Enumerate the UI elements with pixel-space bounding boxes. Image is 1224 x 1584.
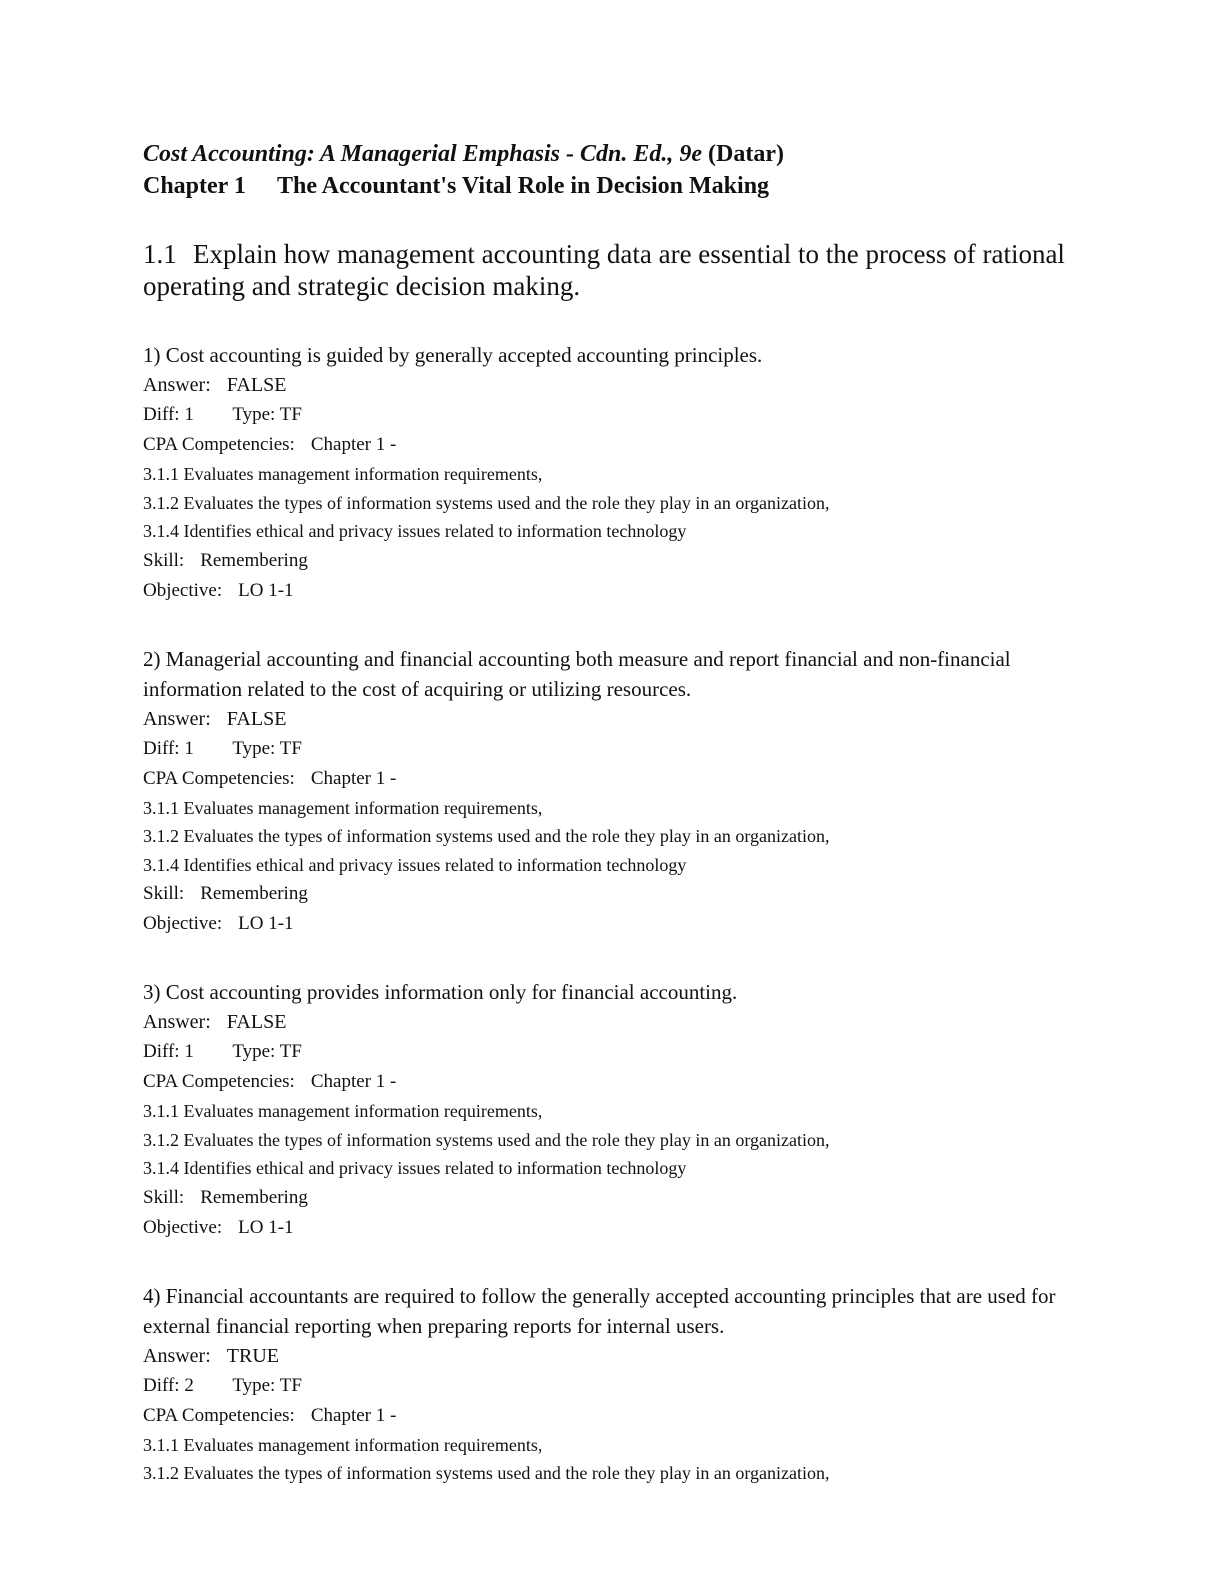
cpa-line (143, 430, 1103, 460)
answer-line (143, 704, 1103, 734)
chapter-heading (143, 170, 1103, 202)
competency-item: 3.1.2 Evaluates the types of information systems used and the role they play in an organization, (143, 1463, 830, 1483)
type-value: TF (279, 1374, 302, 1396)
book-author: (Datar) (702, 141, 784, 167)
diff-type-line (143, 1037, 1103, 1067)
competency-item: 3.1.2 Evaluates the types of information systems used and the role they play in an organization, (143, 492, 830, 513)
diff-value: 2 (184, 1374, 194, 1396)
objective-label: Objective: (143, 579, 223, 601)
skill-line (143, 546, 1103, 576)
diff-label: Diff: (143, 404, 180, 425)
diff-type-line (143, 734, 1103, 764)
type-value: TF (279, 1041, 302, 1062)
document-page (143, 138, 1103, 1488)
diff-label: Diff: (143, 1041, 180, 1062)
book-title-italic: Cost Accounting: A Managerial Emphasis - Cdn. Ed., 9e (143, 141, 702, 167)
cpa-label: CPA Competencies: (143, 1404, 295, 1426)
objective-value: LO 1-1 (238, 1216, 294, 1238)
skill-label: Skill: (143, 883, 185, 904)
cpa-line (143, 1401, 1103, 1431)
question-text: 3) Cost accounting provides information only for financial accounting. (143, 980, 738, 1004)
chapter-number: Chapter 1 (143, 173, 246, 199)
objective-line (143, 576, 1103, 606)
objective-line (143, 909, 1103, 939)
question-2 (143, 644, 1103, 940)
objective-value: LO 1-1 (238, 913, 294, 934)
cpa-chapter: Chapter 1 - (310, 1404, 397, 1426)
diff-value: 1 (184, 404, 194, 425)
competency-item: 3.1.4 Identifies ethical and privacy issues related to information technology (143, 1158, 687, 1178)
question-text: 2) Managerial accounting and financial accounting both measure and report financial and non-financial information related to the cost of acquiring or utilizing resources. (143, 646, 1011, 701)
objective-label: Objective: (143, 913, 223, 934)
objective-label: Objective: (143, 1216, 223, 1238)
type-label: Type: (232, 1041, 276, 1062)
type-value: TF (279, 737, 302, 759)
objective-number: 1.1 (143, 239, 177, 269)
cpa-label: CPA Competencies: (143, 1071, 295, 1092)
book-title (143, 138, 1103, 170)
answer-label: Answer: (143, 1011, 211, 1033)
skill-label: Skill: (143, 1186, 185, 1208)
diff-value: 1 (184, 1041, 194, 1062)
competency-item: 3.1.1 Evaluates management information requirements, (143, 797, 543, 818)
answer-value: FALSE (226, 1011, 287, 1033)
objective-line (143, 1213, 1103, 1243)
type-label: Type: (232, 404, 276, 425)
objective-heading (143, 238, 1103, 302)
answer-line (143, 370, 1103, 400)
skill-label: Skill: (143, 549, 185, 571)
question-1 (143, 340, 1103, 606)
cpa-label: CPA Competencies: (143, 434, 295, 455)
competency-item: 3.1.1 Evaluates management information requirements, (143, 464, 543, 484)
competency-item: 3.1.4 Identifies ethical and privacy issues related to information technology (143, 521, 687, 541)
skill-line (143, 1183, 1103, 1213)
type-value: TF (279, 404, 302, 425)
objective-value: LO 1-1 (238, 579, 294, 601)
competency-item: 3.1.2 Evaluates the types of information systems used and the role they play in an organization, (143, 826, 830, 846)
diff-label: Diff: (143, 737, 180, 759)
cpa-line (143, 1067, 1103, 1097)
answer-line (143, 1007, 1103, 1037)
cpa-chapter: Chapter 1 - (310, 767, 397, 789)
answer-label: Answer: (143, 374, 211, 396)
question-4 (143, 1281, 1103, 1488)
skill-value: Remembering (200, 1186, 308, 1208)
diff-label: Diff: (143, 1374, 180, 1396)
diff-type-line (143, 1371, 1103, 1401)
cpa-label: CPA Competencies: (143, 767, 295, 789)
diff-type-line (143, 400, 1103, 430)
competency-item: 3.1.1 Evaluates management information requirements, (143, 1434, 543, 1455)
objective-text: Explain how management accounting data are essential to the process of rational operating and strategic decision making. (143, 239, 1065, 301)
answer-value: TRUE (226, 1344, 279, 1367)
answer-label: Answer: (143, 1344, 211, 1367)
cpa-chapter: Chapter 1 - (310, 1071, 397, 1092)
answer-value: FALSE (226, 707, 287, 730)
type-label: Type: (232, 737, 276, 759)
skill-line (143, 879, 1103, 909)
skill-value: Remembering (200, 883, 308, 904)
question-text: 4) Financial accountants are required to follow the generally accepted accounting principles that are used for external financial reporting when preparing reports for internal users. (143, 1283, 1056, 1338)
cpa-line (143, 764, 1103, 794)
type-label: Type: (232, 1374, 276, 1396)
diff-value: 1 (184, 737, 194, 759)
chapter-title: The Accountant's Vital Role in Decision Making (277, 173, 770, 199)
answer-label: Answer: (143, 707, 211, 730)
competency-item: 3.1.4 Identifies ethical and privacy issues related to information technology (143, 854, 687, 875)
skill-value: Remembering (200, 549, 308, 571)
competency-item: 3.1.2 Evaluates the types of information systems used and the role they play in an organization, (143, 1129, 830, 1150)
answer-value: FALSE (226, 374, 287, 396)
question-3 (143, 977, 1103, 1243)
answer-line (143, 1341, 1103, 1371)
competency-item: 3.1.1 Evaluates management information requirements, (143, 1101, 543, 1121)
cpa-chapter: Chapter 1 - (310, 434, 397, 455)
question-text: 1) Cost accounting is guided by generally accepted accounting principles. (143, 343, 763, 367)
